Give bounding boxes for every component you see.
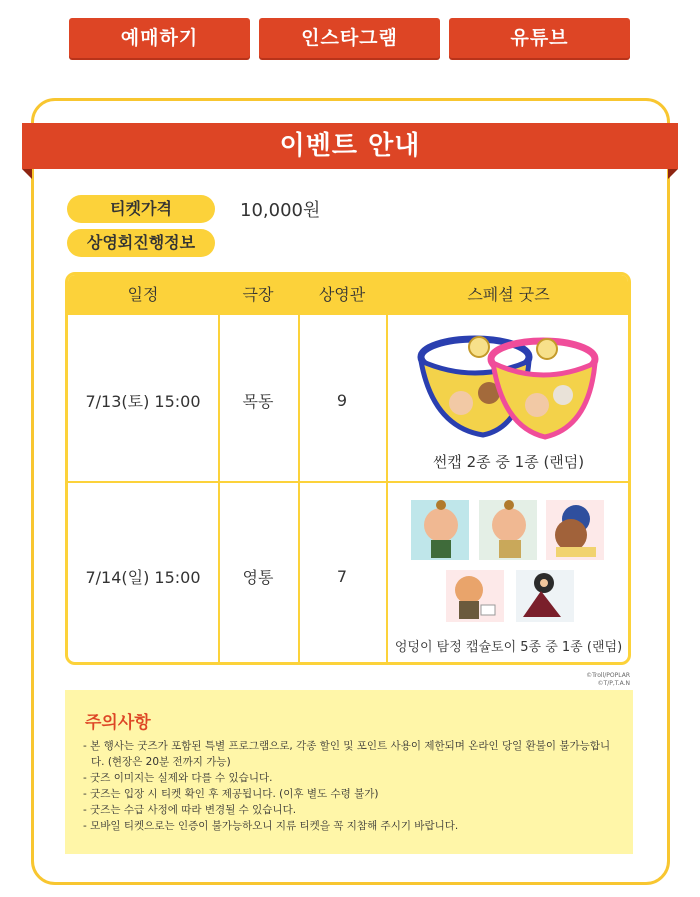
ticket-price-value: 10,000원 bbox=[240, 200, 321, 221]
row1-screen: 9 bbox=[336, 391, 348, 410]
notice-item: - 굿즈는 입장 시 티켓 확인 후 제공됩니다. (이후 별도 수령 불가) bbox=[83, 788, 379, 800]
row2-goods-caption: 엉덩이 탐정 캡슐토이 5종 중 1종 (랜덤) bbox=[394, 640, 623, 655]
header-goods: 스페셜 굿즈 bbox=[467, 285, 550, 304]
ticket-price-label: 티켓가격 bbox=[67, 195, 215, 223]
row-divider bbox=[68, 481, 628, 483]
copyright-notice bbox=[540, 672, 630, 688]
screening-info-label: 상영회진행정보 bbox=[67, 229, 215, 257]
youtube-button[interactable]: 유튜브 bbox=[449, 18, 630, 58]
row2-date: 7/14(일) 15:00 bbox=[85, 568, 201, 587]
banner-fold-right bbox=[668, 169, 678, 179]
row1-goods-caption: 썬캡 2종 중 1종 (랜덤) bbox=[432, 453, 585, 471]
header-theater: 극장 bbox=[242, 285, 274, 304]
booking-button[interactable]: 예매하기 bbox=[69, 18, 250, 58]
row1-theater: 목동 bbox=[242, 392, 274, 411]
table-header bbox=[68, 275, 628, 315]
notice-item: - 굿즈 이미지는 실제와 다를 수 있습니다. bbox=[83, 772, 273, 784]
copyright-line: ©T/P,T.A.N bbox=[597, 680, 630, 687]
event-banner-title: 이벤트 안내 bbox=[22, 123, 678, 169]
notice-item: - 본 행사는 굿즈가 포함된 특별 프로그램으로, 각종 할인 및 포인트 사용이 제한되며 온라인 당일 환불이 불가능합니다. (현장은 20분 전까지 가능) bbox=[83, 740, 611, 768]
notice-title: 주의사항 bbox=[85, 713, 151, 733]
row2-theater: 영통 bbox=[242, 568, 274, 587]
notice-box bbox=[65, 690, 633, 854]
banner-fold-left bbox=[22, 169, 32, 179]
capsule-toy-goods-image bbox=[411, 495, 611, 625]
schedule-table bbox=[65, 272, 631, 665]
instagram-button[interactable]: 인스타그램 bbox=[259, 18, 440, 58]
copyright-line: ©Troll/POPLAR bbox=[586, 672, 630, 679]
top-nav bbox=[0, 18, 700, 60]
column-divider bbox=[218, 275, 220, 662]
column-divider bbox=[298, 275, 300, 662]
row2-screen: 7 bbox=[336, 567, 348, 586]
notice-list bbox=[83, 738, 618, 834]
row1-date: 7/13(토) 15:00 bbox=[85, 392, 201, 411]
header-screen: 상영관 bbox=[318, 285, 366, 304]
header-date: 일정 bbox=[127, 285, 159, 304]
suncap-goods-image bbox=[413, 327, 603, 442]
notice-item: - 굿즈는 수급 사정에 따라 변경될 수 있습니다. bbox=[83, 804, 297, 816]
notice-item: - 모바일 티켓으로는 인증이 불가능하오니 지류 티켓을 꼭 지참해 주시기 바랍니다. bbox=[83, 820, 459, 832]
